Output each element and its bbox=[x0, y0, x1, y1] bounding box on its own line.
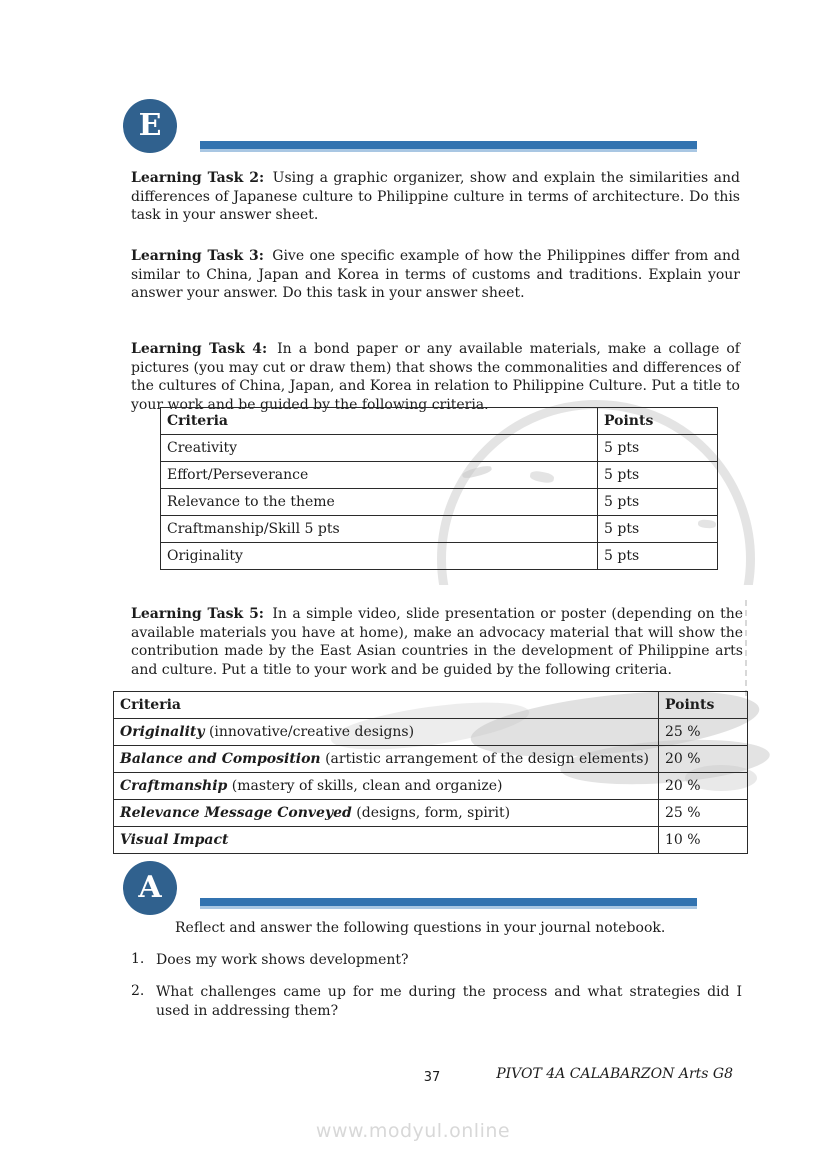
header-points: Points bbox=[659, 692, 748, 719]
site-watermark: www.modyul.online bbox=[315, 1120, 511, 1142]
paragraph-learning-task-3 bbox=[131, 247, 740, 303]
criteria-cell: Effort/Perseverance bbox=[161, 462, 598, 489]
question-2-text: What challenges came up for me during the process and what strategies did I used in addressing them? bbox=[156, 984, 742, 1019]
learning-task-4-text: In a bond paper or any available materials, make a collage of pictures (you may cut or draw them) that shows the commonalities and differences of the cultures of China, Japan, and Korea in relation to Philippine Culture. Put a title to your work and be guided by the following criteria. bbox=[131, 341, 740, 413]
points-cell: 20 % bbox=[659, 773, 748, 800]
question-1-text: Does my work shows development? bbox=[156, 952, 409, 968]
section-a-letter: A bbox=[138, 870, 162, 905]
criteria-desc: (innovative/creative designs) bbox=[208, 723, 415, 740]
paragraph-learning-task-4 bbox=[131, 340, 740, 414]
learning-task-4-label: Learning Task 4: bbox=[131, 341, 268, 357]
table-row bbox=[114, 719, 748, 746]
criteria-term: Originality bbox=[120, 723, 205, 740]
section-e-letter: E bbox=[138, 108, 162, 143]
criteria-desc: (designs, form, spirit) bbox=[356, 804, 511, 821]
points-cell: 25 % bbox=[659, 719, 748, 746]
points-cell: 25 % bbox=[659, 800, 748, 827]
criteria-desc: (artistic arrangement of the design elements) bbox=[325, 750, 649, 767]
paragraph-learning-task-5 bbox=[131, 605, 743, 679]
table-row bbox=[161, 516, 718, 543]
criteria-cell: Creativity bbox=[161, 435, 598, 462]
points-cell: 5 pts bbox=[598, 516, 718, 543]
paragraph-learning-task-2 bbox=[131, 169, 740, 225]
points-cell: 5 pts bbox=[598, 543, 718, 570]
question-1-number: 1. bbox=[131, 951, 145, 967]
criteria-desc: (mastery of skills, clean and organize) bbox=[231, 777, 503, 794]
points-cell: 10 % bbox=[659, 827, 748, 854]
learning-task-5-label: Learning Task 5: bbox=[131, 606, 264, 622]
table-row bbox=[161, 462, 718, 489]
section-a-rule bbox=[200, 898, 697, 909]
header-points: Points bbox=[598, 408, 718, 435]
criteria-term: Relevance Message Conveyed bbox=[120, 804, 352, 821]
criteria-cell bbox=[114, 827, 659, 854]
section-a-badge bbox=[123, 861, 177, 915]
advocacy-rubric-table bbox=[113, 691, 748, 854]
criteria-cell bbox=[114, 800, 659, 827]
table-row bbox=[161, 543, 718, 570]
table-row bbox=[114, 746, 748, 773]
criteria-cell: Originality bbox=[161, 543, 598, 570]
learning-task-3-text: Give one specific example of how the Philippines differ from and similar to China, Japan and Korea in terms of customs and traditions. Explain your answer your answer. Do this task in your answer sheet. bbox=[131, 248, 740, 302]
table-row bbox=[161, 489, 718, 516]
page-number: 37 bbox=[423, 1070, 441, 1085]
criteria-cell bbox=[114, 773, 659, 800]
reflection-intro: Reflect and answer the following questions in your journal notebook. bbox=[175, 920, 666, 936]
table-header-row bbox=[114, 692, 748, 719]
footer-course-label: PIVOT 4A CALABARZON Arts G8 bbox=[496, 1066, 733, 1082]
collage-rubric-table bbox=[160, 407, 718, 570]
table-header-row bbox=[161, 408, 718, 435]
points-cell: 5 pts bbox=[598, 435, 718, 462]
criteria-term: Visual Impact bbox=[120, 831, 229, 848]
criteria-cell: Relevance to the theme bbox=[161, 489, 598, 516]
points-cell: 5 pts bbox=[598, 462, 718, 489]
section-e-badge bbox=[123, 99, 177, 153]
points-cell: 5 pts bbox=[598, 489, 718, 516]
criteria-term: Craftmanship bbox=[120, 777, 228, 794]
torn-edge-mark bbox=[745, 600, 747, 696]
question-2-number: 2. bbox=[131, 983, 145, 999]
points-cell: 20 % bbox=[659, 746, 748, 773]
section-e-rule bbox=[200, 141, 697, 152]
header-criteria: Criteria bbox=[114, 692, 659, 719]
learning-task-3-label: Learning Task 3: bbox=[131, 248, 264, 264]
table-row bbox=[114, 800, 748, 827]
criteria-cell bbox=[114, 719, 659, 746]
table-row bbox=[114, 773, 748, 800]
criteria-term: Balance and Composition bbox=[120, 750, 321, 767]
table-row bbox=[114, 827, 748, 854]
header-criteria: Criteria bbox=[161, 408, 598, 435]
criteria-cell bbox=[114, 746, 659, 773]
learning-task-5-text: In a simple video, slide presentation or poster (depending on the available materials you have at home), make an advocacy material that will show the contribution made by the East Asian countries in the development of Philippine arts and culture. Put a title to your work and be guided by the following criteria. bbox=[131, 606, 744, 678]
criteria-cell: Craftmanship/Skill 5 pts bbox=[161, 516, 598, 543]
learning-task-2-text: Using a graphic organizer, show and explain the similarities and differences of Japanese culture to Philippine culture in terms of architecture. Do this task in your answer sheet. bbox=[131, 170, 740, 224]
learning-task-2-label: Learning Task 2: bbox=[131, 170, 265, 186]
table-row bbox=[161, 435, 718, 462]
